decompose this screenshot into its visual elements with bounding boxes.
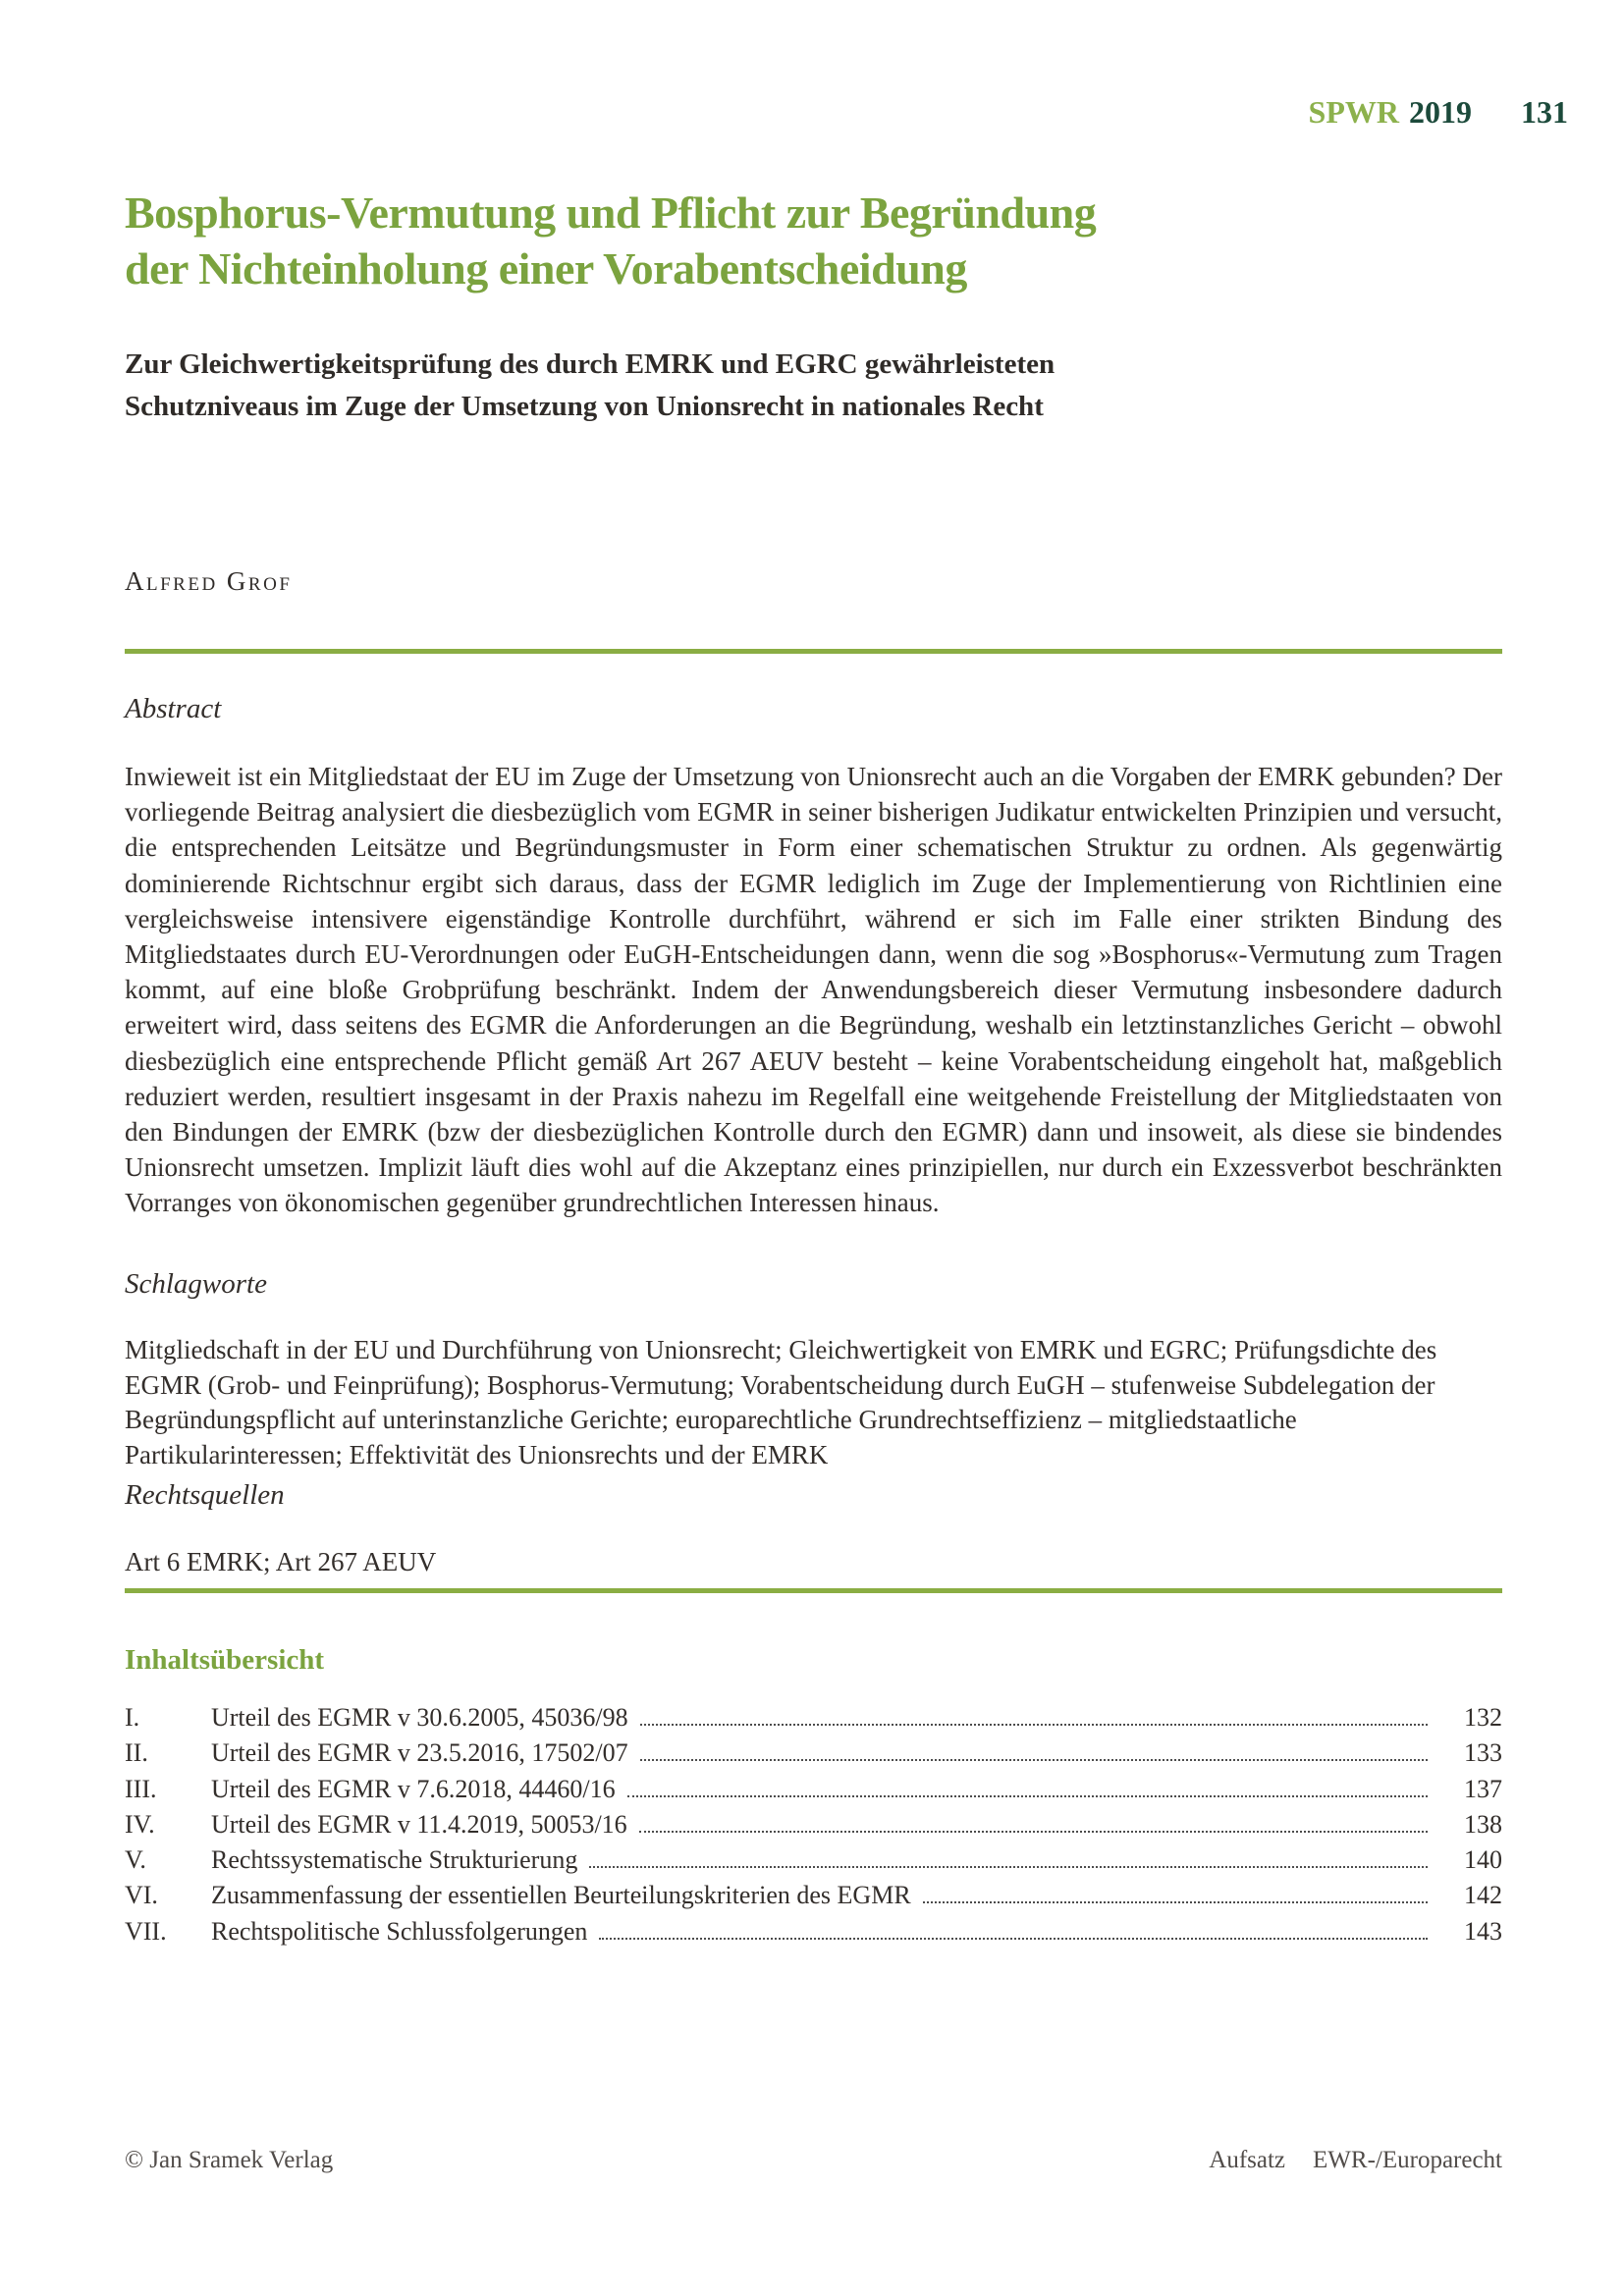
article-subtitle-line-2: Schutzniveaus im Zuge der Umsetzung von Unionsrecht in nationales Recht xyxy=(125,391,1044,422)
toc-page: 132 xyxy=(1464,1703,1502,1732)
journal-year: 2019 xyxy=(1409,94,1472,130)
toc-page: 137 xyxy=(1464,1774,1502,1803)
article-title-line-1: Bosphorus-Vermutung und Pflicht zur Begründung xyxy=(125,187,1097,238)
toc-label: Urteil des EGMR v 30.6.2005, 45036/98 xyxy=(211,1703,628,1732)
footer-section: EWR-/Europarecht xyxy=(1313,2147,1502,2173)
toc-num: I. xyxy=(125,1703,140,1732)
toc-num: III. xyxy=(125,1774,157,1803)
toc-label: Rechtspolitische Schlussfolgerungen xyxy=(211,1916,588,1946)
page-footer xyxy=(125,2146,1502,2175)
article-title xyxy=(125,185,1502,296)
toc-num: VI. xyxy=(125,1881,158,1910)
divider-rule-top xyxy=(125,649,1502,654)
abstract-heading: Abstract xyxy=(125,693,222,724)
toc-label: Urteil des EGMR v 11.4.2019, 50053/16 xyxy=(211,1809,627,1839)
keywords-text: Mitgliedschaft in der EU und Durchführung von Unionsrecht; Gleichwertigkeit von EMRK und EGRC; Prüfungsdichte des EGMR (Grob- und Feinprüfung); Bosphorus-Vermutung; Vorabentscheidung durch EuGH – stufenweise Subdelegation der Begründungspflicht auf unterinstanzliche Gerichte; europarechtliche Grundrechtseffizienz – mitgliedstaatliche Partikularinteressen; Effektivität des Unionsrechts und der EMRK xyxy=(125,1335,1437,1469)
page-content xyxy=(125,0,1568,2296)
article-subtitle xyxy=(125,344,1502,428)
toc-num: II. xyxy=(125,1738,148,1768)
toc-dot-leader xyxy=(640,1724,1428,1726)
page-header xyxy=(1309,94,1568,131)
toc-dot-leader xyxy=(640,1759,1428,1761)
divider-rule-bottom xyxy=(125,1588,1502,1593)
sources-text: Art 6 EMRK; Art 267 AEUV xyxy=(125,1547,437,1576)
toc-page: 140 xyxy=(1464,1845,1502,1875)
toc-dot-leader xyxy=(599,1938,1428,1940)
toc-heading: Inhaltsübersicht xyxy=(125,1644,325,1676)
table-of-contents xyxy=(125,1700,1502,1949)
toc-row xyxy=(125,1700,1502,1735)
toc-page: 142 xyxy=(1464,1881,1502,1910)
toc-label: Zusammenfassung der essentiellen Beurteilungskriterien des EGMR xyxy=(211,1881,911,1910)
footer-right-group xyxy=(1209,2146,1502,2175)
toc-row xyxy=(125,1735,1502,1771)
journal-name: SPWR xyxy=(1308,94,1399,130)
toc-dot-leader xyxy=(589,1866,1428,1868)
abstract-text: Inwieweit ist ein Mitgliedstaat der EU im Zuge der Umsetzung von Unionsrecht auch an die Vorgaben der EMRK gebunden? Der vorliegende Beitrag analysiert die diesbezüglich vom EGMR in seiner bisherigen Judikatur entwickelten Prinzipien und versucht, die entsprechenden Leitsätze und Begründungsmuster in Form einer schematischen Struktur zu ordnen. Als gegenwärtig dominierende Richtschnur ergibt sich daraus, dass der EGMR lediglich im Zuge der Implementierung von Richtlinien eine vergleichsweise intensivere eigenständige Kontrolle durchführt, während er sich im Falle einer strikten Bindung des Mitgliedstaates durch EU-Verordnungen oder EuGH-Entscheidungen dann, wenn die sog »Bosphorus«-Vermutung zum Tragen kommt, auf eine bloße Grobprüfung beschränkt. Indem der Anwendungsbereich dieser Vermutung insbesondere dadurch erweitert wird, dass seitens des EGMR die Anforderungen an die Begründung, weshalb ein letztinstanzliches Gericht – obwohl diesbezüglich eine entsprechende Pflicht gemäß Art 267 AEUV besteht – keine Vorabentscheidung eingeholt hat, maßgeblich reduziert werden, resultiert insgesamt in der Praxis nahezu im Regelfall eine weitgehende Freistellung der Mitgliedstaaten von den Bindungen der EMRK (bzw der diesbezüglichen Kontrolle durch den EGMR) dann und insoweit, als diese sie bindendes Unionsrecht umsetzen. Implizit läuft dies wohl auf die Akzeptanz eines prinzipiellen, nur durch ein Exzessverbot beschränkten Vorranges von ökonomischen gegenüber grundrechtlichen Interessen hinaus. xyxy=(125,762,1502,1218)
toc-num: V. xyxy=(125,1845,146,1875)
toc-page: 133 xyxy=(1464,1738,1502,1768)
toc-num: VII. xyxy=(125,1916,167,1946)
toc-label: Rechtssystematische Strukturierung xyxy=(211,1845,578,1875)
journal-issue xyxy=(1309,94,1472,131)
toc-dot-leader xyxy=(923,1901,1428,1903)
sources-heading: Rechtsquellen xyxy=(125,1479,285,1511)
copyright-text: © Jan Sramek Verlag xyxy=(125,2147,334,2173)
footer-category: Aufsatz xyxy=(1209,2147,1286,2173)
keywords-heading: Schlagworte xyxy=(125,1268,267,1300)
toc-row xyxy=(125,1772,1502,1807)
article-title-line-2: der Nichteinholung einer Vorabentscheidung xyxy=(125,243,967,294)
page-number: 131 xyxy=(1521,94,1568,130)
author-name: Alfred Grof xyxy=(125,566,293,596)
article-subtitle-line-1: Zur Gleichwertigkeitsprüfung des durch EMRK und EGRC gewährleisteten xyxy=(125,348,1056,380)
toc-row xyxy=(125,1914,1502,1949)
toc-page: 143 xyxy=(1464,1916,1502,1946)
toc-num: IV. xyxy=(125,1809,155,1839)
toc-label: Urteil des EGMR v 7.6.2018, 44460/16 xyxy=(211,1774,616,1803)
toc-page: 138 xyxy=(1464,1809,1502,1839)
toc-row xyxy=(125,1842,1502,1878)
toc-dot-leader xyxy=(627,1795,1428,1797)
toc-dot-leader xyxy=(639,1831,1428,1833)
toc-row xyxy=(125,1807,1502,1842)
toc-row xyxy=(125,1878,1502,1913)
toc-label: Urteil des EGMR v 23.5.2016, 17502/07 xyxy=(211,1738,628,1768)
